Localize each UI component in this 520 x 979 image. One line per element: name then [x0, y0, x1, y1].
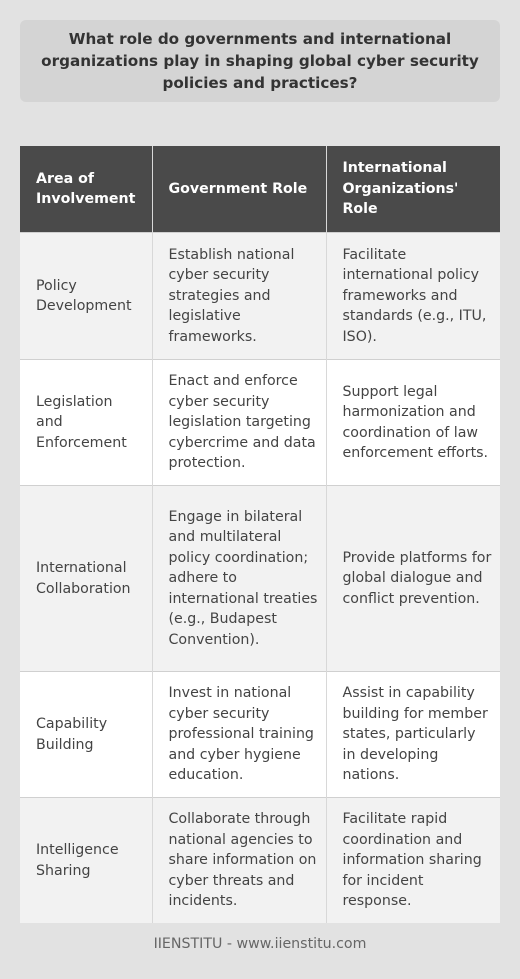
area-cell: Policy Development — [20, 233, 152, 360]
title-banner — [20, 20, 500, 102]
international-role-cell: Provide platforms for global dialogue and conflict prevention. — [326, 486, 500, 672]
area-cell: Legislation and Enforcement — [20, 360, 152, 486]
table-row — [20, 486, 500, 672]
header-area: Area of Involvement — [20, 146, 152, 233]
page-title: What role do governments and international organizations play in shaping global cyber security policies and practices? — [41, 30, 479, 92]
table-row — [20, 233, 500, 360]
roles-table — [20, 146, 500, 923]
government-role-cell: Collaborate through national agencies to share information on cyber threats and incidents. — [152, 798, 326, 924]
footer-credit: IIENSTITU - www.iienstitu.com — [153, 936, 367, 952]
area-cell: International Collaboration — [20, 486, 152, 672]
international-role-cell: Facilitate rapid coordination and information sharing for incident response. — [326, 798, 500, 924]
area-cell: Intelligence Sharing — [20, 798, 152, 924]
header-government-role: Government Role — [152, 146, 326, 233]
international-role-cell: Facilitate international policy frameworks and standards (e.g., ITU, ISO). — [326, 233, 500, 360]
government-role-cell: Establish national cyber security strategies and legislative frameworks. — [152, 233, 326, 360]
table-row — [20, 672, 500, 798]
international-role-cell: Assist in capability building for member states, particularly in developing nations. — [326, 672, 500, 798]
header-international-role: International Organizations' Role — [326, 146, 500, 233]
international-role-cell: Support legal harmonization and coordination of law enforcement efforts. — [326, 360, 500, 486]
table-row — [20, 360, 500, 486]
government-role-cell: Enact and enforce cyber security legislation targeting cybercrime and data protection. — [152, 360, 326, 486]
government-role-cell: Invest in national cyber security professional training and cyber hygiene education. — [152, 672, 326, 798]
government-role-cell: Engage in bilateral and multilateral policy coordination; adhere to international treaties (e.g., Budapest Convention). — [152, 486, 326, 672]
area-cell: Capability Building — [20, 672, 152, 798]
table-header-row — [20, 146, 500, 233]
table-row — [20, 798, 500, 924]
